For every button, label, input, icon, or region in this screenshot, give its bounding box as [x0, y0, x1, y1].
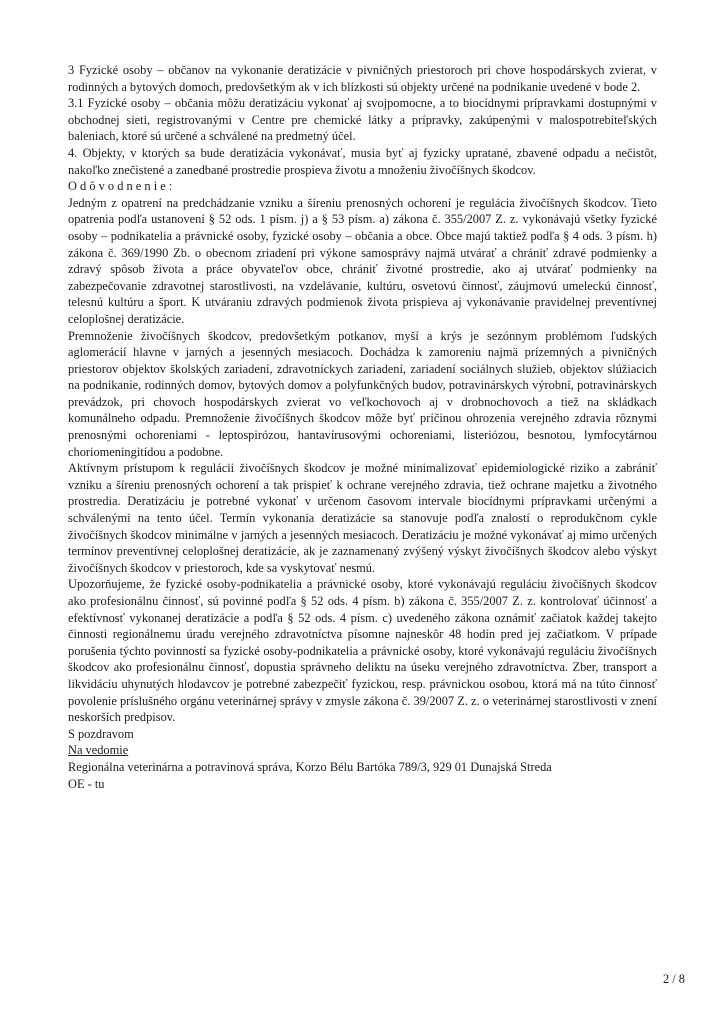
document-body [68, 62, 657, 792]
point-3: 3 Fyzické osoby – občanov na vykonanie deratizácie v pivničných priestoroch pri chove hospodárskych zvierat, v rodinných a bytových domoch, predovšetkým ak v ich blízkosti sú objekty určené na podnikanie uvedené v bode 2. [68, 63, 657, 94]
cc-heading: Na vedomie [68, 743, 129, 758]
justification-paragraph-group [68, 328, 657, 726]
justification-paragraph: Jedným z opatrení na predchádzanie vzniku a šíreniu prenosných ochorení je regulácia živočíšnych škodcov. Tieto opatrenia podľa ustanovení § 52 ods. 1 písm. j) a § 53 písm. a) zákona č. 355/2007 Z. z. vykonávajú všetky fyzické osoby – podnikatelia a právnické osoby, fyzické osoby – občania a obce. Obce majú taktiež podľa § 4 ods. 3 písm. h) zákona č. 369/1990 Zb. o obecnom zriadení pri výkone samosprávy najmä utvárať a chrániť zdravé podmienky a zdravý spôsob života a práce obyvateľov obce, chrániť životné prostredie, ako aj utvárať podmienky na zabezpečovanie zdravotnej starostlivosti, na vzdelávanie, kultúru, osvetovú činnosť, záujmovú umeleckú činnosť, telesnú kultúru a šport. K utváraniu zdravých podmienok života prispieva aj vykonávanie pravidelnej preventívnej celoplošnej deratizácie. [68, 195, 657, 326]
page-number: 2 / 8 [662, 972, 685, 986]
point-4: 4. Objekty, v ktorých sa bude deratizácia vykonávať, musia byť aj fyzicky upratané, zbavené odpadu a nečistôt, nakoľko znečistené a zanedbané prostredie prospieva životu a množeniu živočíšnych škodcov. [68, 145, 657, 177]
point-3-1: 3.1 Fyzické osoby – občania môžu deratizáciu vykonať aj svojpomocne, a to biocídnymi prípravkami dostupnými v obchodnej sieti, registrovanými v Centre pre chemické látky a prípravky, zakúpenými v malospotrebiteľských baleniach, ktoré sú určené a schválené na predmetný účel. [68, 96, 657, 144]
cc-recipient: Regionálna veterinárna a potravinová správa, Korzo Bélu Bartóka 789/3, 929 01 Dunajská Streda [68, 759, 552, 774]
justification-heading: O d ô v o d n e n i e : [68, 179, 173, 194]
justification-paragraph: Upozorňujeme, že fyzické osoby-podnikatelia a právnické osoby, ktoré vykonávajú reguláciu živočíšnych škodcov ako profesionálnu činnosť, sú povinné podľa § 52 ods. 4 písm. b) zákona č. 355/2007 Z. z. kontrolovať účinnosť a efektívnosť vykonanej deratizácie a podľa § 52 ods. 4 písm. c) uvedeného zákona oznámiť začiatok každej takejto činnosti regionálnemu úradu verejného zdravotníctva písomne najneskôr 48 hodín pred jej začiatkom. V prípade porušenia týchto povinností sa fyzické osoby-podnikatelia a právnické osoby, ktoré vykonávajú reguláciu živočíšnych škodcov ako profesionálnu činnosť, dopustia správneho deliktu na úseku verejného zdravotníctva. Zber, transport a likvidáciu uhynutých hlodavcov je potrebné zabezpečiť fyzickou, resp. právnickou osobou, ktorá má na túto činnosť povolenie príslušného orgánu veterinárnej správy v zmysle zákona č. 39/2007 Z. z. o veterinárnej starostlivosti v znení neskorších predpisov. [68, 577, 657, 725]
closing-salutation: S pozdravom [68, 726, 134, 741]
cc-note: OE - tu [68, 776, 105, 791]
justification-paragraph: Aktívnym prístupom k regulácii živočíšnych škodcov je možné minimalizovať epidemiologické riziko a zabrániť vzniku a šíreniu prenosných ochorení a tak prispieť k ochrane verejného zdravia, tiež ochrane majetku a životného prostredia. Deratizáciu je potrebné vykonať v určenom časovom intervale biocídnymi prípravkami určenými a schválenými na tento účel. Termín vykonania deratizácie sa stanovuje podľa znalostí o reprodukčnom cykle živočíšnych škodcov minimálne v jarných a jesenných mesiacoch. Deratizáciu je možné vykonávať aj mimo určených termínov preventívnej celoplošnej deratizácie, ak je zaznamenaný zvýšený výskyt živočíšnych škodcov alebo výskyt živočíšnych škodcov v priestoroch, kde sa vyskytovať nesmú. [68, 461, 657, 575]
justification-paragraph: Premnoženie živočíšnych škodcov, predovšetkým potkanov, myší a krýs je sezónnym problémom ľudských aglomerácií hlavne v jarných a jesenných mesiacoch. Dochádza k zamoreniu najmä prízemných a pivničných priestorov objektov školských zariadení, zdravotníckych zariadení, zariadení sociálnych služieb, objektov slúžiacich na podnikanie, rodinných domov, bytových domov a polyfunkčných budov, potravinárskych výrobní, potravinárskych prevádzok, pri chovoch hospodárskych zvierat vo veľkochovoch aj v drobnochovoch a tiež na skládkach komunálneho odpadu. Premnoženie živočíšnych škodcov môže byť príčinou ohrozenia verejného zdravia rôznymi prenosnými ochoreniami - leptospirózou, hantavírusovými ochoreniami, listeriózou, besnotou, lymfocytárnou choriomeningitídou a podobne. [68, 328, 657, 459]
